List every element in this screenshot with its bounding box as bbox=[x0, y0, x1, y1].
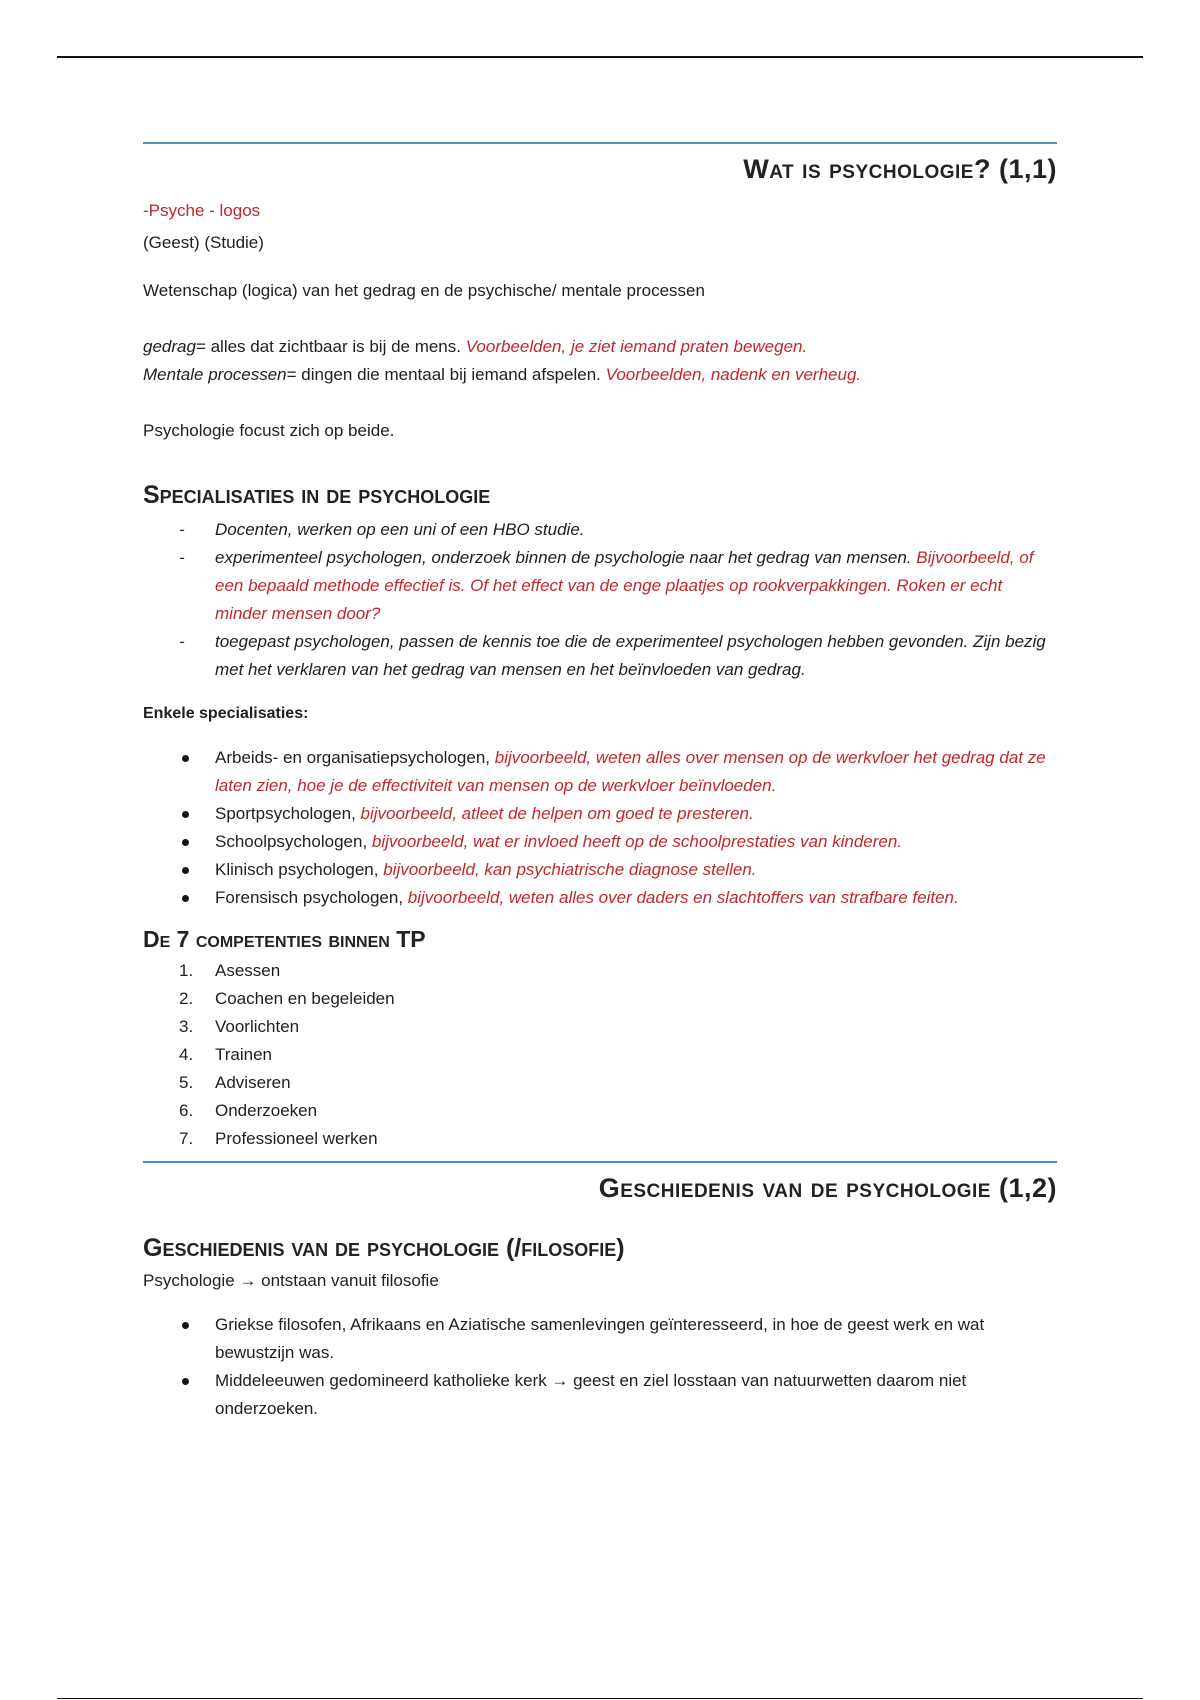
page-bottom-rule bbox=[57, 1698, 1143, 1699]
item-text: Middeleeuwen gedomineerd katholieke kerk → geest en ziel losstaan van natuurwetten daarom niet onderzoeken. bbox=[215, 1371, 967, 1418]
geschiedenis-intro: Psychologie → ontstaan vanuit filosofie bbox=[143, 1271, 439, 1290]
list-item bbox=[143, 1097, 1057, 1125]
item-number: 2. bbox=[179, 989, 194, 1008]
item-number: 5. bbox=[179, 1073, 194, 1092]
gedrag-example: Voorbeelden, je ziet iemand praten bewegen. bbox=[465, 337, 808, 356]
list-item bbox=[143, 800, 1057, 828]
list-item bbox=[143, 1367, 1057, 1423]
dash-marker: - bbox=[179, 548, 185, 567]
list-item bbox=[143, 957, 1057, 985]
item-label: Onderzoeken bbox=[215, 1101, 318, 1120]
item-name: Forensisch psychologen, bbox=[215, 888, 408, 907]
focus-text: Psychologie focust zich op beide. bbox=[143, 421, 395, 440]
bullet-icon bbox=[182, 755, 189, 762]
section-heading-geschiedenis: Geschiedenis van de psychologie (1,2) bbox=[598, 1173, 1057, 1203]
item-name: Arbeids- en organisatiepsychologen, bbox=[215, 748, 495, 767]
list-item bbox=[143, 985, 1057, 1013]
geschiedenis-bullets bbox=[143, 1311, 1057, 1423]
mentaal-line bbox=[143, 361, 1057, 389]
item-label: Voorlichten bbox=[215, 1017, 300, 1036]
list-item bbox=[143, 628, 1057, 684]
list-item bbox=[143, 1013, 1057, 1041]
list-item bbox=[143, 1125, 1057, 1153]
section-divider bbox=[143, 1161, 1057, 1163]
item-example: bijvoorbeeld, kan psychiatrische diagnose stellen. bbox=[383, 860, 757, 879]
bullet-icon bbox=[182, 1322, 189, 1329]
list-item bbox=[143, 744, 1057, 800]
definition: Wetenschap (logica) van het gedrag en de psychische/ mentale processen bbox=[143, 281, 705, 300]
mentaal-text: = dingen die mentaal bij iemand afspelen. bbox=[286, 365, 606, 384]
dash-list bbox=[143, 516, 1057, 684]
item-name: Sportpsychologen, bbox=[215, 804, 361, 823]
item-label: Trainen bbox=[215, 1045, 273, 1064]
list-item bbox=[143, 516, 1057, 544]
item-number: 3. bbox=[179, 1017, 194, 1036]
item-name: Klinisch psychologen, bbox=[215, 860, 384, 879]
gedrag-term: gedrag bbox=[143, 337, 196, 356]
bullet-icon bbox=[182, 839, 189, 846]
enkele-label: Enkele specialisaties: bbox=[143, 705, 309, 722]
list-item bbox=[143, 1069, 1057, 1097]
competenties-heading: De 7 competenties binnen TP bbox=[143, 926, 426, 952]
item-text: Docenten, werken op een uni of een HBO studie. bbox=[215, 520, 585, 539]
page-top-rule bbox=[57, 56, 1143, 58]
gedrag-text: = alles dat zichtbaar is bij de mens. bbox=[195, 337, 466, 356]
specialisaties-heading: Specialisaties in de psychologie bbox=[143, 481, 491, 509]
etymology-meaning: (Geest) (Studie) bbox=[143, 233, 264, 252]
bullet-icon bbox=[182, 895, 189, 902]
item-label: Adviseren bbox=[215, 1073, 291, 1092]
dash-marker: - bbox=[179, 632, 185, 651]
bullet-icon bbox=[182, 867, 189, 874]
bullet-icon bbox=[182, 811, 189, 818]
item-label: Professioneel werken bbox=[215, 1129, 378, 1148]
section-heading-wat-is-psychologie: Wat is psychologie? (1,1) bbox=[743, 154, 1057, 184]
item-text: Griekse filosofen, Afrikaans en Aziatische samenlevingen geïnteresseerd, in hoe de geest werk en wat bewustzijn was. bbox=[215, 1315, 985, 1362]
geschiedenis-subheading: Geschiedenis van de psychologie (/filosofie) bbox=[143, 1234, 625, 1262]
item-text: experimenteel psychologen, onderzoek binnen de psychologie naar het gedrag van mensen. bbox=[215, 548, 912, 567]
bullet-icon bbox=[182, 1378, 189, 1385]
item-number: 4. bbox=[179, 1045, 194, 1064]
item-label: Coachen en begeleiden bbox=[215, 989, 395, 1008]
item-number: 7. bbox=[179, 1129, 194, 1148]
item-example: bijvoorbeeld, weten alles over mensen op de werkvloer het gedrag dat ze laten zien, hoe je de effectiviteit van mensen op de werkvloer beïnvloeden. bbox=[215, 748, 1046, 795]
gedrag-line bbox=[143, 333, 1057, 361]
item-example: bijvoorbeeld, atleet de helpen om goed te presteren. bbox=[360, 804, 754, 823]
list-item bbox=[143, 1041, 1057, 1069]
item-example: Bijvoorbeeld, of een bepaald methode effectief is. Of het effect van de enge plaatjes op rookverpakkingen. Roken er echt minder mensen door? bbox=[215, 548, 1034, 623]
etymology-words: -Psyche - logos bbox=[143, 201, 261, 220]
list-item bbox=[143, 884, 1057, 912]
item-label: Asessen bbox=[215, 961, 281, 980]
section-divider bbox=[143, 142, 1057, 144]
bullet-list bbox=[143, 744, 1057, 912]
item-number: 1. bbox=[179, 961, 194, 980]
mentaal-term: Mentale processen bbox=[143, 365, 287, 384]
list-item bbox=[143, 856, 1057, 884]
document-body bbox=[143, 142, 1057, 1423]
item-example: bijvoorbeeld, weten alles over daders en slachtoffers van strafbare feiten. bbox=[407, 888, 959, 907]
item-number: 6. bbox=[179, 1101, 194, 1120]
competenties-list bbox=[143, 957, 1057, 1153]
dash-marker: - bbox=[179, 520, 185, 539]
list-item bbox=[143, 544, 1057, 628]
mentaal-example: Voorbeelden, nadenk en verheug. bbox=[605, 365, 862, 384]
item-text: toegepast psychologen, passen de kennis toe die de experimenteel psychologen hebben gevonden. Zijn bezig met het verklaren van het gedrag van mensen en het beïnvloeden van gedrag. bbox=[215, 632, 1046, 679]
list-item bbox=[143, 828, 1057, 856]
item-name: Schoolpsychologen, bbox=[215, 832, 372, 851]
list-item bbox=[143, 1311, 1057, 1367]
item-example: bijvoorbeeld, wat er invloed heeft op de schoolprestaties van kinderen. bbox=[371, 832, 903, 851]
